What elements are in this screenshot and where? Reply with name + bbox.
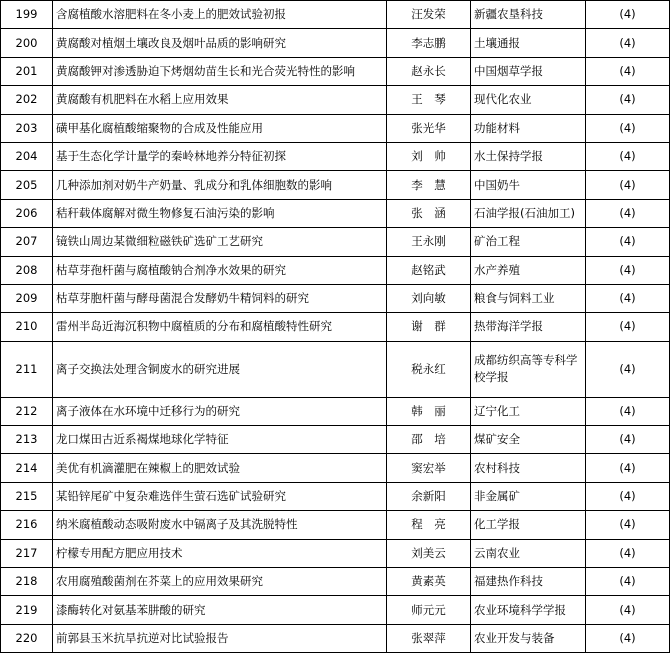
paper-title: 龙口煤田古近系褐煤地球化学特征 [53, 426, 387, 454]
table-row [1, 86, 670, 114]
issue-note: (4) [586, 228, 670, 256]
paper-title: 黄腐酸对植烟土壤改良及烟叶品质的影响研究 [53, 29, 387, 57]
table-row [1, 284, 670, 312]
row-number: 201 [1, 57, 53, 85]
table-row [1, 313, 670, 341]
journal-name: 水土保持学报 [471, 142, 586, 170]
journal-name: 福建热作科技 [471, 568, 586, 596]
table-row [1, 454, 670, 482]
issue-note: (4) [586, 511, 670, 539]
author-name: 师元元 [387, 596, 471, 624]
table-row [1, 426, 670, 454]
issue-note: (4) [586, 539, 670, 567]
issue-note: (4) [586, 1, 670, 29]
author-name: 李 慧 [387, 171, 471, 199]
table-row [1, 1, 670, 29]
issue-note: (4) [586, 57, 670, 85]
author-name: 谢 群 [387, 313, 471, 341]
author-name: 王永刚 [387, 228, 471, 256]
issue-note: (4) [586, 596, 670, 624]
row-number: 214 [1, 454, 53, 482]
table-row [1, 482, 670, 510]
author-name: 韩 丽 [387, 397, 471, 425]
paper-title: 枯草芽孢杆菌与腐植酸钠合剂净水效果的研究 [53, 256, 387, 284]
journal-name: 云南农业 [471, 539, 586, 567]
table-row [1, 568, 670, 596]
journal-name: 农业环境科学学报 [471, 596, 586, 624]
paper-title: 几种添加剂对奶牛产奶量、乳成分和乳体细胞数的影响 [53, 171, 387, 199]
row-number: 206 [1, 199, 53, 227]
table-body [1, 1, 670, 653]
row-number: 207 [1, 228, 53, 256]
row-number: 220 [1, 624, 53, 652]
author-name: 赵永长 [387, 57, 471, 85]
table-row [1, 596, 670, 624]
row-number: 213 [1, 426, 53, 454]
journal-name: 辽宁化工 [471, 397, 586, 425]
journal-name: 热带海洋学报 [471, 313, 586, 341]
table-row [1, 57, 670, 85]
journal-name: 农村科技 [471, 454, 586, 482]
author-name: 黄素英 [387, 568, 471, 596]
row-number: 216 [1, 511, 53, 539]
paper-title: 秸秆载体腐解对微生物修复石油污染的影响 [53, 199, 387, 227]
table-row [1, 228, 670, 256]
author-name: 余新阳 [387, 482, 471, 510]
row-number: 210 [1, 313, 53, 341]
issue-note: (4) [586, 426, 670, 454]
paper-title: 某铅锌尾矿中复杂难选伴生萤石选矿试验研究 [53, 482, 387, 510]
issue-note: (4) [586, 199, 670, 227]
table-row [1, 142, 670, 170]
author-name: 刘向敏 [387, 284, 471, 312]
paper-title: 漆酶转化对氨基苯肼酸的研究 [53, 596, 387, 624]
row-number: 218 [1, 568, 53, 596]
journal-name: 石油学报(石油加工) [471, 199, 586, 227]
journal-name: 现代化农业 [471, 86, 586, 114]
row-number: 202 [1, 86, 53, 114]
row-number: 204 [1, 142, 53, 170]
row-number: 215 [1, 482, 53, 510]
paper-title: 农用腐殖酸菌剂在芥菜上的应用效果研究 [53, 568, 387, 596]
author-name: 窦宏举 [387, 454, 471, 482]
row-number: 208 [1, 256, 53, 284]
table-row [1, 114, 670, 142]
journal-name: 中国奶牛 [471, 171, 586, 199]
paper-title: 前郭县玉米抗旱抗逆对比试验报告 [53, 624, 387, 652]
journal-name: 新疆农垦科技 [471, 1, 586, 29]
table-row [1, 511, 670, 539]
journal-name: 中国烟草学报 [471, 57, 586, 85]
issue-note: (4) [586, 397, 670, 425]
row-number: 211 [1, 341, 53, 397]
issue-note: (4) [586, 313, 670, 341]
author-name: 李志鹏 [387, 29, 471, 57]
paper-title: 含腐植酸水溶肥料在冬小麦上的肥效试验初报 [53, 1, 387, 29]
row-number: 212 [1, 397, 53, 425]
author-name: 张光华 [387, 114, 471, 142]
row-number: 217 [1, 539, 53, 567]
issue-note: (4) [586, 284, 670, 312]
table-row [1, 171, 670, 199]
journal-name: 土壤通报 [471, 29, 586, 57]
paper-title: 镜铁山周边某微细粒磁铁矿选矿工艺研究 [53, 228, 387, 256]
paper-title: 离子交换法处理含铜废水的研究进展 [53, 341, 387, 397]
journal-name: 粮食与饲料工业 [471, 284, 586, 312]
paper-title: 基于生态化学计量学的秦岭林地养分特征初探 [53, 142, 387, 170]
paper-title: 柠檬专用配方肥应用技术 [53, 539, 387, 567]
paper-title: 雷州半岛近海沉积物中腐植质的分布和腐植酸特性研究 [53, 313, 387, 341]
journal-name: 煤矿安全 [471, 426, 586, 454]
issue-note: (4) [586, 568, 670, 596]
author-name: 张翠萍 [387, 624, 471, 652]
author-name: 程 亮 [387, 511, 471, 539]
issue-note: (4) [586, 86, 670, 114]
row-number: 200 [1, 29, 53, 57]
issue-note: (4) [586, 171, 670, 199]
paper-title: 磺甲基化腐植酸缩聚物的合成及性能应用 [53, 114, 387, 142]
author-name: 刘 帅 [387, 142, 471, 170]
table-row [1, 624, 670, 652]
table-row [1, 539, 670, 567]
row-number: 219 [1, 596, 53, 624]
issue-note: (4) [586, 482, 670, 510]
row-number: 209 [1, 284, 53, 312]
issue-note: (4) [586, 454, 670, 482]
paper-title: 纳米腐植酸动态吸附废水中镉离子及其洗脱特性 [53, 511, 387, 539]
table-row [1, 29, 670, 57]
paper-title: 离子液体在水环境中迁移行为的研究 [53, 397, 387, 425]
author-name: 赵铭武 [387, 256, 471, 284]
issue-note: (4) [586, 624, 670, 652]
journal-name: 水产养殖 [471, 256, 586, 284]
issue-note: (4) [586, 29, 670, 57]
table-row [1, 341, 670, 397]
author-name: 汪发荣 [387, 1, 471, 29]
paper-title: 枯草芽胞杆菌与酵母菌混合发酵奶牛精饲料的研究 [53, 284, 387, 312]
row-number: 199 [1, 1, 53, 29]
paper-title: 美优有机滴灌肥在辣椒上的肥效试验 [53, 454, 387, 482]
journal-name: 矿治工程 [471, 228, 586, 256]
author-name: 税永红 [387, 341, 471, 397]
author-name: 张 涵 [387, 199, 471, 227]
paper-title: 黄腐酸有机肥料在水稻上应用效果 [53, 86, 387, 114]
row-number: 205 [1, 171, 53, 199]
author-name: 王 琴 [387, 86, 471, 114]
journal-name: 农业开发与装备 [471, 624, 586, 652]
table-row [1, 397, 670, 425]
issue-note: (4) [586, 341, 670, 397]
table-row [1, 199, 670, 227]
paper-title: 黄腐酸钾对渗透胁迫下烤烟幼苗生长和光合荧光特性的影响 [53, 57, 387, 85]
table-row [1, 256, 670, 284]
journal-name: 化工学报 [471, 511, 586, 539]
author-name: 刘美云 [387, 539, 471, 567]
issue-note: (4) [586, 114, 670, 142]
author-name: 邵 培 [387, 426, 471, 454]
journal-name: 成都纺织高等专科学校学报 [471, 341, 586, 397]
issue-note: (4) [586, 142, 670, 170]
row-number: 203 [1, 114, 53, 142]
issue-note: (4) [586, 256, 670, 284]
journal-name: 功能材料 [471, 114, 586, 142]
journal-name: 非金属矿 [471, 482, 586, 510]
